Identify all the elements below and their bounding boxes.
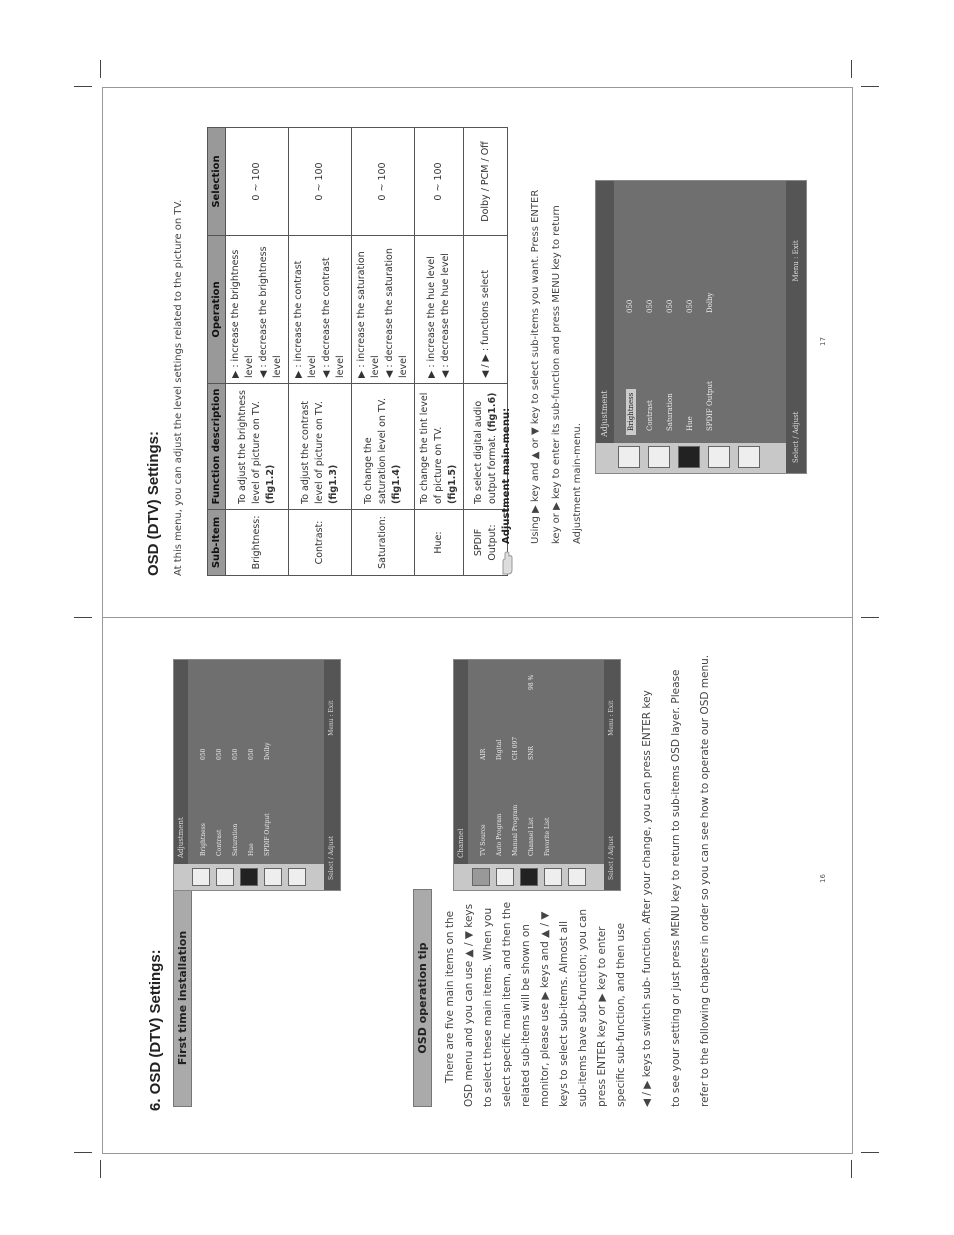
intro-text: At this menu, you can adjust the level settings related to the picture on TV. <box>173 199 184 576</box>
menu-item: TV Source <box>480 824 487 856</box>
table-row <box>226 128 289 576</box>
crop-mark <box>851 1160 852 1178</box>
cell-description <box>289 384 352 510</box>
menu-value: 98 % <box>528 674 535 690</box>
text-line: Adjustment main-menu. <box>572 423 583 544</box>
pointing-hand-icon <box>495 550 517 576</box>
clock-icon <box>708 446 730 468</box>
cell-operation <box>464 236 508 384</box>
crop-mark <box>100 1160 101 1178</box>
channel-screenshot <box>453 659 621 891</box>
menu-value: 050 <box>232 748 239 760</box>
column-header: Selection <box>208 128 226 236</box>
crop-mark <box>861 86 879 87</box>
cell-selection: 0 ~ 100 <box>226 128 289 236</box>
tv-icon <box>472 868 490 886</box>
figure-ref: (fig1.3) <box>328 464 339 504</box>
setup-icon <box>738 446 760 468</box>
cell-selection: 0 ~ 100 <box>289 128 352 236</box>
figure-ref: (fig1.2) <box>265 464 276 504</box>
section-osd-operation-tip: OSD operation tip <box>413 889 432 1107</box>
screenshot-footer <box>324 660 340 890</box>
menu-item: Saturation <box>666 393 674 431</box>
clock-icon <box>264 868 282 886</box>
menu-value: CH 097 <box>512 736 519 760</box>
cell-sub-item: Saturation: <box>352 510 415 576</box>
text-line: refer to the following chapters in order so you can see how to operate our OSD menu. <box>699 654 711 1107</box>
cell-sub-item: Hue: <box>415 510 464 576</box>
operation-line: ◀ : decrease the hue level <box>440 253 451 378</box>
operation-line: ▶ : increase the brightness level <box>230 249 255 378</box>
menu-value: 050 <box>216 748 223 760</box>
adjust-icon <box>216 868 234 886</box>
text-line: There are five main items on the <box>444 910 456 1083</box>
menu-item: Saturation <box>232 823 239 856</box>
tv-icon <box>618 446 640 468</box>
operation-line: ◀ : decrease the brightness level <box>258 246 283 378</box>
setup-icon <box>288 868 306 886</box>
description-text: To adjust the brightness level of picture on TV. <box>237 390 262 504</box>
cell-sub-item: SPDIF Output: <box>464 510 508 576</box>
menu-value: Dolby <box>706 292 714 313</box>
menu-item: Contrast <box>646 400 654 431</box>
cell-selection: 0 ~ 100 <box>415 128 464 236</box>
crop-mark <box>74 86 92 87</box>
cell-operation <box>415 236 464 384</box>
cell-sub-item: Brightness: <box>226 510 289 576</box>
crop-mark <box>861 1152 879 1153</box>
menu-value: 050 <box>666 299 674 313</box>
tv-icon <box>192 868 210 886</box>
menu-value: Digital <box>496 739 503 760</box>
menu-value: 050 <box>248 748 255 760</box>
footer-right: Menu : Exit <box>792 240 800 282</box>
screenshot-footer <box>786 181 806 473</box>
screenshot-title: Channel <box>454 660 468 864</box>
sound-icon <box>240 868 258 886</box>
section-first-time-installation: First time installation <box>173 889 192 1107</box>
page-number: 16 <box>819 874 827 883</box>
icon-strip <box>454 864 620 890</box>
column-header: Sub-Item <box>208 510 226 576</box>
menu-item: Brightness <box>200 823 207 856</box>
cell-description <box>415 384 464 510</box>
cell-description <box>352 384 415 510</box>
menu-item: Auto Program <box>496 813 503 856</box>
menu-item: Hue <box>686 416 694 431</box>
menu-item: SPDIF Output <box>264 813 271 856</box>
text-line: related sub-items will be shown on <box>520 924 532 1107</box>
menu-value: SNR <box>528 746 535 760</box>
adjustment-screenshot-small <box>173 659 341 891</box>
setup-icon <box>568 868 586 886</box>
wide-paragraph <box>633 547 720 1107</box>
text-line: press ENTER key or ▶ key to enter <box>596 926 608 1107</box>
menu-value: AIR <box>480 748 487 760</box>
text-line: select specific main item, and then the <box>501 901 513 1107</box>
footer-right: Menu : Exit <box>608 700 615 736</box>
footer-right: Menu : Exit <box>328 700 335 736</box>
text-line: sub-items have sub-function; you can <box>577 908 589 1107</box>
menu-item: Manual Program <box>512 804 519 856</box>
page-17 <box>103 0 852 616</box>
menu-value: 050 <box>626 299 634 313</box>
text-line: Using ▶ key and ▲ or ▼ key to select sub-items you want. Press ENTER <box>530 189 541 544</box>
crop-mark <box>861 617 879 618</box>
column-header: Function description <box>208 384 226 510</box>
adjust-icon <box>496 868 514 886</box>
description-text: To change the saturation level on TV. <box>363 397 388 504</box>
menu-item: SPDIF Output <box>706 381 714 431</box>
text-line: monitor, please use ▶ keys and ▲ / ▼ <box>539 911 551 1107</box>
description-text: To change the tint level of picture on TV. <box>419 392 444 504</box>
figure-ref: (fig1.6) <box>486 392 498 432</box>
footer-left: Select / Adjust <box>328 835 335 880</box>
sound-icon <box>678 446 700 468</box>
text-line: specific sub-function, and then use <box>615 922 627 1107</box>
cell-selection: 0 ~ 100 <box>352 128 415 236</box>
footer-left: Select / Adjust <box>608 835 615 880</box>
adjust-icon <box>648 446 670 468</box>
settings-table <box>207 127 508 576</box>
footer-left: Select / Adjust <box>792 411 800 463</box>
menu-value: Dolby <box>264 742 271 760</box>
figure-ref: (fig1.5) <box>447 464 458 504</box>
crop-mark <box>74 617 92 618</box>
text-line: to see your setting or just press MENU key to return to sub-items OSD layer. Please <box>670 669 682 1107</box>
icon-strip <box>174 864 340 890</box>
adjustment-screenshot-large <box>595 180 807 474</box>
text-line: ◀ / ▶ keys to switch sub- function. After your change, you can press ENTER key <box>641 690 653 1107</box>
table-row <box>415 128 464 576</box>
crop-mark <box>74 1152 92 1153</box>
menu-item: Favorite List <box>544 817 551 856</box>
table-header-row <box>208 128 226 576</box>
cell-description <box>226 384 289 510</box>
menu-item: Contrast <box>216 829 223 856</box>
text-line: key or ▶ key to enter its sub-function and press MENU key to return <box>551 205 562 544</box>
table-row <box>289 128 352 576</box>
page-heading: 6. OSD (DTV) Settings: <box>147 949 164 1111</box>
screenshot-title: Adjustment <box>596 181 614 443</box>
icon-strip <box>596 443 806 473</box>
page-heading: OSD (DTV) Settings: <box>145 431 162 576</box>
cell-operation <box>289 236 352 384</box>
cell-operation <box>226 236 289 384</box>
page-number: 17 <box>819 337 827 346</box>
cell-sub-item: Contrast: <box>289 510 352 576</box>
tip-paragraph <box>441 892 631 1107</box>
cell-selection: Dolby / PCM / Off <box>464 128 508 236</box>
clock-icon <box>544 868 562 886</box>
table-row <box>352 128 415 576</box>
menu-value: 050 <box>686 299 694 313</box>
operation-line: ▶ : increase the hue level <box>426 256 437 378</box>
adjustment-paragraph <box>525 124 588 544</box>
operation-line: ◀ : decrease the saturation level <box>384 248 409 378</box>
menu-item: Channel List <box>528 817 535 856</box>
sound-icon <box>520 868 538 886</box>
operation-line: ▶ : increase the contrast level <box>293 260 318 378</box>
column-header: Operation <box>208 236 226 384</box>
menu-value: 050 <box>646 299 654 313</box>
screenshot-title: Adjustment <box>174 660 188 864</box>
description-text: To adjust the contrast level of picture on TV. <box>300 400 325 504</box>
menu-item: Hue <box>248 843 255 856</box>
operation-line: ▶ : increase the saturation level <box>356 251 381 378</box>
screenshot-footer <box>604 660 620 890</box>
text-line: to select these main items. When you <box>482 907 494 1107</box>
text-line: OSD menu and you can use ▲ / ▼ keys <box>463 903 475 1107</box>
operation-line: ◀ : decrease the contrast level <box>321 257 346 378</box>
sub-heading: Adjustment main-menu: <box>501 407 512 544</box>
menu-value: 050 <box>200 748 207 760</box>
cell-operation <box>352 236 415 384</box>
crop-mark <box>100 60 101 78</box>
text-line: keys to select sub-items. Almost all <box>558 921 570 1107</box>
figure-ref: (fig1.4) <box>391 464 402 504</box>
menu-item-selected: Brightness <box>626 389 636 435</box>
description-text: To select digital audio output format. <box>472 400 498 504</box>
operation-line: ◀ / ▶ : functions select <box>479 269 491 378</box>
